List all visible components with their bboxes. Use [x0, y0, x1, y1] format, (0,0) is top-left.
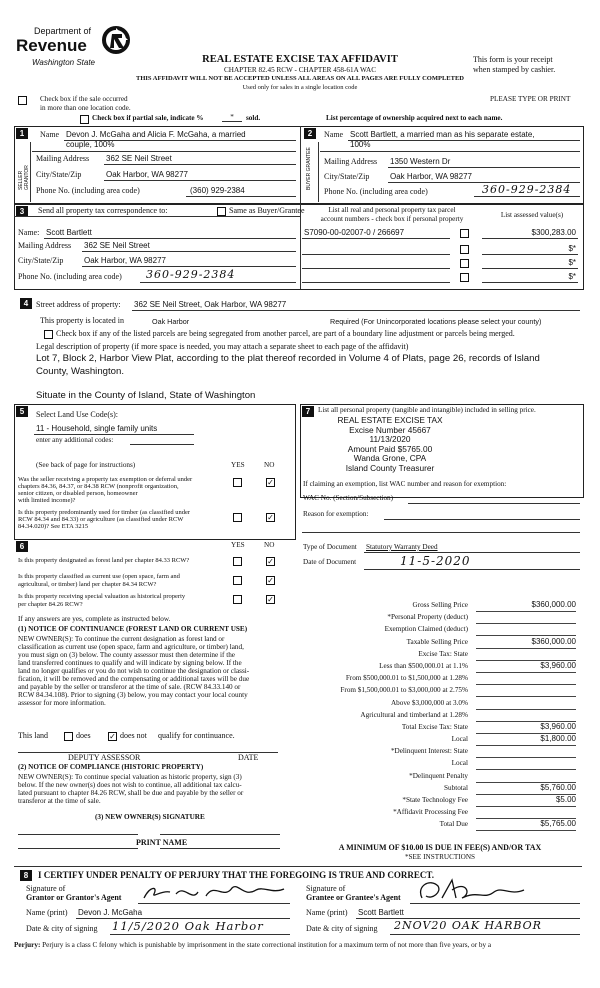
- tax-row-label: Exemption Claimed (deduct): [384, 625, 468, 634]
- parcel-1-personal-checkbox[interactable]: [460, 229, 469, 238]
- tax-row-label: Gross Selling Price: [412, 601, 468, 609]
- logo-state-text: Washington State: [32, 58, 96, 67]
- perjury-note: [14, 941, 594, 949]
- sec6-no-header: NO: [264, 541, 275, 549]
- tax-row-value[interactable]: $3,960.00: [476, 661, 576, 673]
- tax-row: [300, 612, 582, 624]
- print-name-label: PRINT NAME: [136, 838, 188, 847]
- same-as-buyer-checkbox[interactable]: [217, 207, 226, 216]
- tax-row-label: *Affidavit Processing Fee: [393, 808, 468, 817]
- assessed-value-3[interactable]: $*: [568, 258, 576, 267]
- sec6-q1-no-checkbox[interactable]: ✓: [267, 557, 274, 566]
- tax-row: [300, 710, 582, 722]
- street-field[interactable]: 362 SE Neil Street, Oak Harbor, WA 98277: [134, 300, 287, 309]
- seller-mail-field[interactable]: 362 SE Neil Street: [106, 154, 172, 163]
- doc-type-label: Type of Document: [303, 543, 357, 551]
- tax-row-value[interactable]: [476, 698, 576, 710]
- tax-row: [300, 758, 582, 770]
- notice-2-title: (2) NOTICE OF COMPLIANCE (HISTORIC PROPERTY): [18, 763, 204, 771]
- partial-sale-checkbox[interactable]: [80, 115, 89, 124]
- buyer-city-field[interactable]: Oak Harbor, WA 98277: [390, 172, 472, 181]
- located-label: This property is located in: [40, 316, 124, 325]
- exemption-reason-label: Reason for exemption:: [303, 510, 369, 518]
- section-3-badge: 3: [16, 206, 28, 217]
- grantee-sig-of: Signature of: [306, 884, 346, 893]
- tax-row: [300, 734, 582, 746]
- tax-row-value[interactable]: $360,000.00: [476, 637, 576, 649]
- tax-row-label: Total Excise Tax: State: [401, 722, 468, 731]
- segregated-checkbox[interactable]: [44, 330, 53, 339]
- receipt-note-2: when stamped by cashier.: [473, 65, 556, 74]
- tax-row-value[interactable]: [476, 673, 576, 685]
- notice-1-title: (1) NOTICE OF CONTINUANCE (FOREST LAND OR CURRENT USE): [18, 625, 248, 633]
- tax-row-value[interactable]: $3,960.00: [476, 722, 576, 734]
- tax-row-value[interactable]: $1,800.00: [476, 734, 576, 746]
- street-label: Street address of property:: [36, 300, 121, 309]
- corr-phone-label: Phone No. (including area code): [18, 272, 122, 281]
- perjury-label: Perjury:: [14, 941, 41, 949]
- perjury-text: Perjury is a class C felony which is punishable by imprisonment in the state correctional institution for a maximum term of not more than five years, or by a: [42, 941, 492, 949]
- tax-row-value[interactable]: $5,765.00: [476, 819, 576, 831]
- sec5-q2: Is this property predominantly used for timber (as classified under RCW 84.34 and 84.33) or agriculture (as classified under RCW 84.34.020)? See ETA 3215: [18, 509, 191, 530]
- assessed-value-4[interactable]: $*: [568, 272, 576, 281]
- stamp-line-1: REAL ESTATE EXCISE TAX: [337, 415, 443, 425]
- sec5-q2-no-checkbox[interactable]: ✓: [267, 513, 274, 522]
- tax-row-label: Local: [451, 759, 468, 768]
- parcel-number-1[interactable]: S7090-00-02007-0 / 266697: [304, 228, 405, 237]
- parcel-header-1: List all real and personal property tax parcel: [328, 206, 456, 214]
- section-2-badge: 2: [304, 128, 316, 139]
- notice-2-body: NEW OWNER(S): To continue special valuation as historic property, sign (3) below. If the new owner(s) does not wish to continue, all additional tax calcu- lated pursuant to chapter 84.26 RCW, shall be due and payable by the seller or transferor at the time of sale.: [18, 773, 244, 805]
- qualify-label: qualify for continuance.: [158, 731, 235, 740]
- stamp-line-2: Excise Number 45667: [349, 424, 431, 435]
- grantee-date-field[interactable]: 2NOV20 OAK HARBOR: [394, 919, 542, 932]
- grantee-signature[interactable]: [412, 876, 532, 906]
- assessed-value-2[interactable]: $*: [568, 244, 576, 253]
- partial-sale-value[interactable]: *: [222, 113, 242, 122]
- grantee-agent-label: Grantee or Grantee's Agent: [306, 893, 401, 902]
- parcel-4-personal-checkbox[interactable]: [460, 273, 469, 282]
- tax-row: [300, 783, 582, 795]
- tax-row-label: Local: [451, 735, 468, 744]
- logo: [14, 26, 134, 70]
- tax-row-label: Less than $500,000.01 at 1.1%: [379, 661, 468, 670]
- sec6-q2-no-checkbox[interactable]: ✓: [267, 576, 274, 585]
- doc-date-label: Date of Document: [303, 558, 357, 566]
- see-instructions-note: *SEE INSTRUCTIONS: [404, 853, 476, 861]
- grantor-sig-of: Signature of: [26, 884, 66, 893]
- treasurer-stamp: [310, 416, 470, 474]
- legal-situate[interactable]: Situate in the County of Island, State of Washington: [36, 390, 256, 401]
- tax-row: [300, 661, 582, 673]
- sec6-q3-no-checkbox[interactable]: ✓: [267, 595, 274, 604]
- stamp-line-5: Wanda Grone, CPA: [353, 453, 427, 464]
- tax-row-value[interactable]: [476, 649, 576, 661]
- correspondence-label: Send all property tax correspondence to:: [38, 206, 168, 215]
- grantor-date-label: Date & city of signing: [26, 924, 98, 933]
- partial-sold-label: sold.: [246, 114, 261, 122]
- tax-row: [300, 807, 582, 819]
- tax-row-value[interactable]: [476, 685, 576, 697]
- tax-row-value[interactable]: $360,000.00: [476, 600, 576, 612]
- stamp-line-3: 11/13/2020: [369, 434, 411, 445]
- tax-row-label: Subtotal: [444, 783, 468, 792]
- located-required: Required (For Unincorporated locations please select your county): [330, 317, 542, 326]
- section-5-badge: 5: [16, 406, 28, 417]
- tax-row-value[interactable]: [476, 612, 576, 624]
- grantee-name-field[interactable]: Scott Bartlett: [358, 908, 404, 917]
- tax-row-value[interactable]: $5.00: [476, 795, 576, 807]
- corr-city-field[interactable]: Oak Harbor, WA 98277: [84, 256, 166, 265]
- section-1-badge: 1: [16, 128, 28, 139]
- tax-row: [300, 685, 582, 697]
- legal-desc-1[interactable]: Lot 7, Block 2, Harbor View Plat, according to the plat thereof recorded in Volume 4 of Plats, page 26, records of Island: [36, 353, 540, 364]
- sec6-q3-yes-checkbox[interactable]: [233, 595, 242, 604]
- corr-name-field[interactable]: Scott Bartlett: [46, 228, 92, 237]
- sec6-q1-yes-checkbox[interactable]: [233, 557, 242, 566]
- seller-city-label: City/State/Zip: [36, 170, 82, 179]
- grantor-signature[interactable]: [140, 880, 290, 904]
- revenue-logo-icon: [102, 26, 130, 54]
- tax-row-value[interactable]: [476, 771, 576, 783]
- tax-row: [300, 795, 582, 807]
- grantee-date-label: Date & city of signing: [306, 924, 378, 933]
- tax-row: [300, 698, 582, 710]
- parcel-2-personal-checkbox[interactable]: [460, 245, 469, 254]
- tax-row-label: *Personal Property (deduct): [387, 613, 468, 622]
- buyer-mail-field[interactable]: 1350 Western Dr: [390, 157, 451, 166]
- sec5-no-header: NO: [264, 461, 275, 469]
- tax-row-label: Taxable Selling Price: [406, 637, 468, 646]
- land-does-not-label: does not: [120, 731, 147, 740]
- seller-name-label: Name: [40, 130, 60, 139]
- section-8-badge: 8: [20, 870, 32, 881]
- sec6-q3b: per chapter 84.26 RCW?: [18, 601, 83, 608]
- tax-row: [300, 600, 582, 612]
- sec6-q3a: Is this property receiving special valuation as historical property: [18, 593, 186, 600]
- partial-sale-label: Check box if partial sale, indicate %: [92, 114, 204, 122]
- land-does-not-checkbox[interactable]: ✓: [109, 732, 116, 741]
- corr-phone-field[interactable]: 360-929-2384: [146, 268, 236, 281]
- tax-row: [300, 771, 582, 783]
- buyer-mail-label: Mailing Address: [324, 157, 378, 166]
- tax-row-value[interactable]: [476, 624, 576, 636]
- exemption-claim-label: If claiming an exemption, list WAC number and reason for exemption:: [303, 480, 507, 488]
- segregated-label: Check box if any of the listed parcels are being segregated from another parcel, are part of a boundary line adjustment or parcels being merged.: [56, 329, 515, 338]
- seller-phone-field[interactable]: (360) 929-2384: [190, 186, 245, 195]
- form-title: REAL ESTATE EXCISE TAX AFFIDAVIT: [202, 54, 398, 65]
- certify-statement: I CERTIFY UNDER PENALTY OF PERJURY THAT THE FOREGOING IS TRUE AND CORRECT.: [38, 870, 435, 880]
- tax-row: [300, 624, 582, 636]
- buyer-side-label: BUYER GRANTEE: [306, 147, 312, 190]
- tax-row-label: *Delinquent Penalty: [409, 771, 468, 780]
- section-7-badge: 7: [302, 406, 314, 417]
- corr-city-label: City/State/Zip: [18, 256, 64, 265]
- land-use-code[interactable]: 11 - Household, single family units: [36, 424, 158, 433]
- buyer-name-field-2[interactable]: 100%: [350, 140, 371, 149]
- tax-row-label: From $500,000.01 to $1,500,000 at 1.28%: [345, 674, 468, 683]
- multi-location-label: Check box if the sale occurred: [40, 95, 128, 103]
- corr-name-label: Name:: [18, 228, 40, 237]
- single-location-note: Used only for sales in a single location code: [242, 84, 358, 91]
- notice-3-title: (3) NEW OWNER(S) SIGNATURE: [95, 813, 205, 821]
- same-as-buyer-label: Same as Buyer/Grantee: [229, 206, 305, 215]
- tax-row: [300, 722, 582, 734]
- assessed-header: List assessed value(s): [500, 211, 564, 219]
- minimum-due-note: A MINIMUM OF $10.00 IS DUE IN FEE(S) AND/OR TAX: [338, 843, 542, 852]
- tax-row-value[interactable]: [476, 710, 576, 722]
- section-6-badge: 6: [16, 541, 28, 552]
- buyer-name-label: Name: [324, 130, 344, 139]
- tax-row-value[interactable]: $5,760.00: [476, 783, 576, 795]
- corr-mail-label: Mailing Address: [18, 241, 72, 250]
- tax-row-label: Agricultural and timberland at 1.28%: [360, 710, 468, 719]
- stamp-line-4: Amount Paid $5765.00: [347, 443, 433, 454]
- section-4-badge: 4: [20, 298, 32, 309]
- tax-row: [300, 673, 582, 685]
- deputy-assessor-label: DEPUTY ASSESSOR: [68, 753, 141, 762]
- land-does-label: does: [76, 731, 91, 740]
- land-does-checkbox[interactable]: [64, 732, 73, 741]
- seller-name-field-2[interactable]: couple, 100%: [66, 140, 115, 149]
- sec6-q2b: agricultural, or timber) land per chapter 84.34 RCW?: [18, 581, 157, 588]
- sec6-if-yes: If any answers are yes, complete as instructed below.: [18, 615, 171, 623]
- tax-row: [300, 637, 582, 649]
- personal-property-header: List all personal property (tangible and intangible) included in selling price.: [318, 406, 536, 414]
- multi-location-label-2: in more than one location code.: [40, 104, 131, 112]
- assessed-value-1[interactable]: $300,283.00: [531, 228, 576, 237]
- form-warning: THIS AFFIDAVIT WILL NOT BE ACCEPTED UNLESS ALL AREAS ON ALL PAGES ARE FULLY COMPLETED: [136, 75, 464, 82]
- tax-row-value[interactable]: [476, 807, 576, 819]
- sec5-q2-yes-checkbox[interactable]: [233, 513, 242, 522]
- logo-dept-text: Department of: [34, 26, 92, 36]
- seller-city-field[interactable]: Oak Harbor, WA 98277: [106, 170, 188, 179]
- tax-row: [300, 649, 582, 661]
- seller-name-field[interactable]: Devon J. McGaha and Alicia F. McGaha, a married: [66, 130, 246, 139]
- buyer-name-field[interactable]: Scott Bartlett, a married man as his separate estate,: [350, 130, 535, 139]
- logo-revenue-text: Revenue: [16, 36, 87, 55]
- tax-row: [300, 819, 582, 831]
- sec5-q1: Was the seller receiving a property tax exemption or deferral under chapters 84.36, 84.37, or 84.38 RCW (nonprofit organization, senior citizen, or disabled person, homeowner with limited income)?: [18, 476, 193, 504]
- tax-row-label: Excise Tax: State: [418, 649, 468, 658]
- tax-row: [300, 746, 582, 758]
- parcel-header-2: account numbers - check box if personal property: [320, 215, 464, 223]
- sec6-q2a: Is this property classified as current use (open space, farm and: [18, 573, 180, 580]
- tax-row-label: *Delinquent Interest: State: [390, 747, 468, 756]
- legal-desc-2[interactable]: County, Washington.: [36, 366, 124, 377]
- additional-codes-label: enter any additional codes:: [36, 436, 114, 444]
- seller-mail-label: Mailing Address: [36, 154, 90, 163]
- doc-date-field[interactable]: 11-5-2020: [400, 554, 471, 568]
- grantee-name-label: Name (print): [306, 908, 348, 917]
- please-type: PLEASE TYPE OR PRINT: [490, 95, 571, 103]
- notice-1-body: NEW OWNER(S): To continue the current designation as forest land or classification as current use (open space, farm and agriculture, or timber) land, you must sign on (3) below. The county assessor must then determine if the land transferred continues to qualify and will indicate by signing below. If the land no longer qualifies or you do not wish to continue the designation or classi- fication, it will be removed and the compensating or additional taxes will be due and payable by the seller or transferor at the time of sale. (RCW 84.33.140 or RCW 84.34.108). Prior to signing (3) below, you may contact your local county assessor for more information.: [18, 635, 250, 707]
- located-field[interactable]: Oak Harbor: [152, 317, 190, 326]
- ownership-note: List percentage of ownership acquired next to each name.: [326, 114, 503, 122]
- grantor-name-field[interactable]: Devon J. McGaha: [78, 908, 143, 917]
- corr-mail-field[interactable]: 362 SE Neil Street: [84, 241, 150, 250]
- tax-row-label: *State Technology Fee: [402, 796, 468, 804]
- seller-side-label: SELLER GRANTOR: [18, 165, 30, 190]
- stamp-line-6: Island County Treasurer: [345, 462, 435, 473]
- legal-label: Legal description of property (if more space is needed, you may attach a separate sheet to each page of the affidavit): [36, 342, 409, 351]
- grantor-agent-label: Grantor or Grantor's Agent: [26, 893, 122, 902]
- see-back-label: (See back of page for instructions): [36, 461, 136, 469]
- sec6-q2-yes-checkbox[interactable]: [233, 576, 242, 585]
- tax-row-value[interactable]: [476, 758, 576, 770]
- tax-calculation-table: [300, 600, 582, 832]
- buyer-phone-field[interactable]: 360-929-2384: [482, 183, 572, 196]
- tax-row-label: From $1,500,000.01 to $3,000,000 at 2.75%: [340, 686, 468, 695]
- this-land-label: This land: [18, 731, 48, 740]
- grantor-name-label: Name (print): [26, 908, 68, 917]
- grantor-date-field[interactable]: 11/5/2020 Oak Harbor: [112, 919, 264, 933]
- wac-label: WAC No. (Section/Subsection): [303, 494, 394, 502]
- parcel-3-personal-checkbox[interactable]: [460, 259, 469, 268]
- tax-row-value[interactable]: [476, 746, 576, 758]
- buyer-phone-label: Phone No. (including area code): [324, 187, 428, 196]
- sec5-q1-yes-checkbox[interactable]: [233, 478, 242, 487]
- sec6-q1: Is this property designated as forest land per chapter 84.33 RCW?: [18, 557, 190, 564]
- buyer-city-label: City/State/Zip: [324, 172, 370, 181]
- land-use-select-label: Select Land Use Code(s):: [36, 410, 118, 419]
- assessor-date-label: DATE: [238, 753, 259, 762]
- multi-location-checkbox[interactable]: [18, 96, 27, 105]
- tax-row-label: Total Due: [439, 820, 468, 829]
- sec5-yes-header: YES: [231, 461, 245, 469]
- tax-row-label: Above $3,000,000 at 3.0%: [390, 698, 468, 707]
- form-subtitle: CHAPTER 82.45 RCW - CHAPTER 458-61A WAC: [223, 66, 377, 74]
- sec5-q1-no-checkbox[interactable]: ✓: [267, 478, 274, 487]
- doc-type-field[interactable]: Statutory Warranty Deed: [366, 543, 438, 551]
- seller-phone-label: Phone No. (including area code): [36, 186, 140, 195]
- receipt-note-1: This form is your receipt: [473, 55, 553, 64]
- sec6-yes-header: YES: [231, 541, 245, 549]
